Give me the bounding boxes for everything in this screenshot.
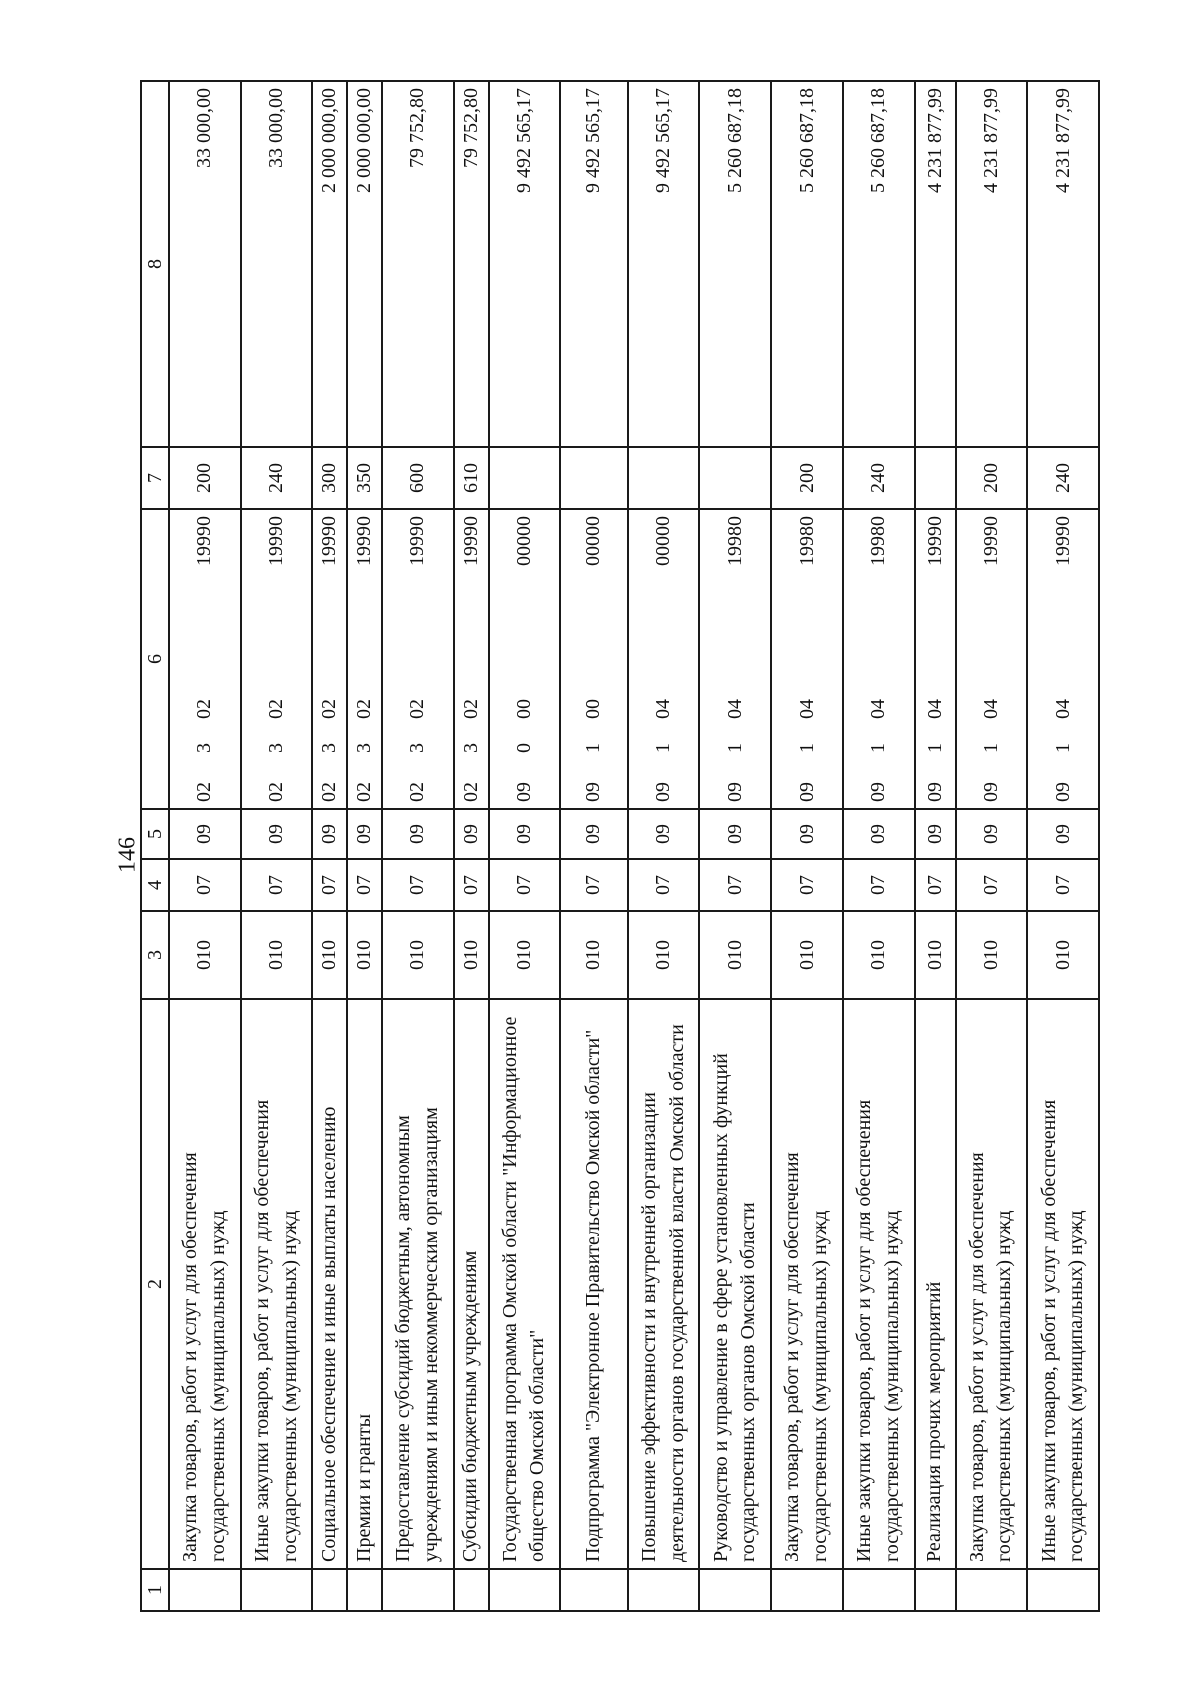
amount-cell: 2 000 000,00 bbox=[347, 81, 382, 447]
expense-type-cell: 200 bbox=[169, 447, 241, 509]
table-row bbox=[843, 81, 915, 1611]
target-article-part: 02 bbox=[353, 782, 376, 802]
section-cell: 07 bbox=[956, 859, 1028, 911]
subsection-cell: 09 bbox=[843, 809, 915, 859]
target-article-code bbox=[513, 516, 536, 802]
subsection-cell: 09 bbox=[771, 809, 843, 859]
target-article-part: 00 bbox=[582, 699, 605, 719]
subsection-cell: 09 bbox=[241, 809, 313, 859]
target-article-part: 19980 bbox=[795, 516, 818, 566]
expense-type-cell bbox=[628, 447, 700, 509]
code-cell: 010 bbox=[699, 911, 771, 999]
code-cell: 010 bbox=[1027, 911, 1099, 999]
section-cell: 07 bbox=[560, 859, 628, 911]
section-cell: 07 bbox=[312, 859, 347, 911]
target-article-code bbox=[353, 516, 376, 802]
table-row bbox=[489, 81, 561, 1611]
subsection-cell: 09 bbox=[347, 809, 382, 859]
expense-type-cell bbox=[489, 447, 561, 509]
section-cell: 07 bbox=[1027, 859, 1099, 911]
target-article-part: 09 bbox=[795, 782, 818, 802]
target-article-part: 02 bbox=[318, 699, 341, 719]
code-cell: 010 bbox=[241, 911, 313, 999]
target-article-code bbox=[406, 516, 429, 802]
expense-type-cell: 610 bbox=[454, 447, 489, 509]
target-article-part: 02 bbox=[459, 699, 482, 719]
target-article-part: 19980 bbox=[867, 516, 890, 566]
item-name-cell: Закупка товаров, работ и услуг для обеспечения государственных (муниципальных) нужд bbox=[956, 999, 1028, 1569]
item-name-cell: Руководство и управление в сфере установленных функций государственных органов Омской области bbox=[699, 999, 771, 1569]
target-article-part: 0 bbox=[512, 743, 535, 753]
amount-cell: 2 000 000,00 bbox=[312, 81, 347, 447]
code-cell: 010 bbox=[382, 911, 454, 999]
subsection-cell: 09 bbox=[915, 809, 956, 859]
row-number-cell bbox=[169, 1569, 241, 1611]
target-article-part: 19990 bbox=[193, 516, 216, 566]
section-cell: 07 bbox=[915, 859, 956, 911]
target-article-part: 02 bbox=[265, 782, 288, 802]
subsection-cell: 09 bbox=[489, 809, 561, 859]
target-article-cell bbox=[956, 509, 1028, 809]
section-cell: 07 bbox=[347, 859, 382, 911]
target-article-part: 02 bbox=[406, 782, 429, 802]
item-name-cell: Предоставление субсидий бюджетным, автономным учреждениям и иным некоммерческим организациям bbox=[382, 999, 454, 1569]
target-article-code bbox=[1052, 516, 1075, 802]
target-article-part: 04 bbox=[1051, 699, 1074, 719]
expense-type-cell: 200 bbox=[956, 447, 1028, 509]
subsection-cell: 09 bbox=[1027, 809, 1099, 859]
code-cell: 010 bbox=[489, 911, 561, 999]
column-header: 4 bbox=[141, 859, 169, 911]
target-article-part: 04 bbox=[652, 699, 675, 719]
section-cell: 07 bbox=[241, 859, 313, 911]
item-name-cell: Закупка товаров, работ и услуг для обеспечения государственных (муниципальных) нужд bbox=[169, 999, 241, 1569]
target-article-part: 19990 bbox=[318, 516, 341, 566]
target-article-cell bbox=[169, 509, 241, 809]
section-cell: 07 bbox=[628, 859, 700, 911]
target-article-part: 1 bbox=[795, 743, 818, 753]
code-cell: 010 bbox=[347, 911, 382, 999]
column-header: 3 bbox=[141, 911, 169, 999]
item-name-cell: Подпрограмма "Электронное Правительство Омской области" bbox=[560, 999, 628, 1569]
target-article-code bbox=[724, 516, 747, 802]
target-article-part: 3 bbox=[265, 743, 288, 753]
target-article-part: 02 bbox=[193, 782, 216, 802]
table-row bbox=[628, 81, 700, 1611]
target-article-code bbox=[460, 516, 483, 802]
code-cell: 010 bbox=[956, 911, 1028, 999]
row-number-cell bbox=[347, 1569, 382, 1611]
column-header: 8 bbox=[141, 81, 169, 447]
row-number-cell bbox=[1027, 1569, 1099, 1611]
item-name-cell: Государственная программа Омской области "Информационное общество Омской области" bbox=[489, 999, 561, 1569]
target-article-code bbox=[796, 516, 819, 802]
header-row bbox=[141, 81, 169, 1611]
target-article-part: 19990 bbox=[353, 516, 376, 566]
row-number-cell bbox=[628, 1569, 700, 1611]
code-cell: 010 bbox=[771, 911, 843, 999]
table-row bbox=[915, 81, 956, 1611]
target-article-part: 04 bbox=[979, 699, 1002, 719]
code-cell: 010 bbox=[454, 911, 489, 999]
code-cell: 010 bbox=[169, 911, 241, 999]
amount-cell: 5 260 687,18 bbox=[843, 81, 915, 447]
target-article-part: 1 bbox=[979, 743, 1002, 753]
code-cell: 010 bbox=[312, 911, 347, 999]
subsection-cell: 09 bbox=[454, 809, 489, 859]
target-article-part: 04 bbox=[867, 699, 890, 719]
target-article-cell bbox=[312, 509, 347, 809]
target-article-cell bbox=[843, 509, 915, 809]
table-row bbox=[454, 81, 489, 1611]
target-article-part: 3 bbox=[406, 743, 429, 753]
target-article-part: 1 bbox=[652, 743, 675, 753]
target-article-code bbox=[924, 516, 947, 802]
subsection-cell: 09 bbox=[312, 809, 347, 859]
amount-cell: 5 260 687,18 bbox=[771, 81, 843, 447]
target-article-part: 04 bbox=[723, 699, 746, 719]
expense-type-cell bbox=[699, 447, 771, 509]
row-number-cell bbox=[454, 1569, 489, 1611]
target-article-part: 3 bbox=[459, 743, 482, 753]
target-article-part: 00000 bbox=[652, 516, 675, 566]
table-row bbox=[382, 81, 454, 1611]
row-number-cell bbox=[915, 1569, 956, 1611]
expense-type-cell: 240 bbox=[241, 447, 313, 509]
target-article-part: 09 bbox=[1051, 782, 1074, 802]
section-cell: 07 bbox=[699, 859, 771, 911]
section-cell: 07 bbox=[169, 859, 241, 911]
target-article-cell bbox=[347, 509, 382, 809]
target-article-part: 1 bbox=[582, 743, 605, 753]
target-article-part: 19990 bbox=[265, 516, 288, 566]
target-article-code bbox=[265, 516, 288, 802]
target-article-code bbox=[867, 516, 890, 802]
table-body bbox=[169, 81, 1099, 1611]
target-article-part: 19990 bbox=[979, 516, 1002, 566]
item-name-cell: Иные закупки товаров, работ и услуг для обеспечения государственных (муниципальных) нужд bbox=[241, 999, 313, 1569]
target-article-cell bbox=[915, 509, 956, 809]
section-cell: 07 bbox=[454, 859, 489, 911]
target-article-cell bbox=[628, 509, 700, 809]
table-row bbox=[771, 81, 843, 1611]
code-cell: 010 bbox=[560, 911, 628, 999]
amount-cell: 79 752,80 bbox=[454, 81, 489, 447]
amount-cell: 5 260 687,18 bbox=[699, 81, 771, 447]
subsection-cell: 09 bbox=[956, 809, 1028, 859]
subsection-cell: 09 bbox=[699, 809, 771, 859]
target-article-part: 09 bbox=[867, 782, 890, 802]
target-article-cell bbox=[560, 509, 628, 809]
amount-cell: 9 492 565,17 bbox=[489, 81, 561, 447]
target-article-code bbox=[318, 516, 341, 802]
column-header: 5 bbox=[141, 809, 169, 859]
expense-type-cell: 240 bbox=[843, 447, 915, 509]
table-row bbox=[1027, 81, 1099, 1611]
item-name-cell: Иные закупки товаров, работ и услуг для обеспечения государственных (муниципальных) нужд bbox=[1027, 999, 1099, 1569]
amount-cell: 33 000,00 bbox=[169, 81, 241, 447]
target-article-part: 09 bbox=[723, 782, 746, 802]
target-article-cell bbox=[771, 509, 843, 809]
row-number-cell bbox=[699, 1569, 771, 1611]
target-article-part: 00000 bbox=[582, 516, 605, 566]
expense-type-cell bbox=[560, 447, 628, 509]
row-number-cell bbox=[382, 1569, 454, 1611]
target-article-part: 02 bbox=[406, 699, 429, 719]
target-article-part: 09 bbox=[923, 782, 946, 802]
target-article-code bbox=[980, 516, 1003, 802]
amount-cell: 4 231 877,99 bbox=[956, 81, 1028, 447]
table-row bbox=[347, 81, 382, 1611]
section-cell: 07 bbox=[771, 859, 843, 911]
target-article-part: 1 bbox=[723, 743, 746, 753]
budget-table bbox=[140, 80, 1100, 1612]
target-article-part: 1 bbox=[867, 743, 890, 753]
target-article-part: 19990 bbox=[1051, 516, 1074, 566]
item-name-cell: Социальное обеспечение и иные выплаты населению bbox=[312, 999, 347, 1569]
section-cell: 07 bbox=[382, 859, 454, 911]
table-row bbox=[560, 81, 628, 1611]
amount-cell: 4 231 877,99 bbox=[915, 81, 956, 447]
expense-type-cell: 350 bbox=[347, 447, 382, 509]
column-header: 7 bbox=[141, 447, 169, 509]
target-article-part: 02 bbox=[265, 699, 288, 719]
item-name-cell: Субсидии бюджетным учреждениям bbox=[454, 999, 489, 1569]
page-number: 146 bbox=[114, 837, 141, 873]
table-row bbox=[241, 81, 313, 1611]
code-cell: 010 bbox=[915, 911, 956, 999]
subsection-cell: 09 bbox=[382, 809, 454, 859]
rotated-table-wrapper bbox=[140, 82, 1100, 1612]
target-article-part: 00 bbox=[512, 699, 535, 719]
expense-type-cell: 200 bbox=[771, 447, 843, 509]
target-article-part: 02 bbox=[459, 782, 482, 802]
row-number-cell bbox=[312, 1569, 347, 1611]
amount-cell: 33 000,00 bbox=[241, 81, 313, 447]
target-article-cell bbox=[699, 509, 771, 809]
target-article-part: 1 bbox=[1051, 743, 1074, 753]
row-number-cell bbox=[560, 1569, 628, 1611]
target-article-part: 02 bbox=[353, 699, 376, 719]
target-article-part: 09 bbox=[512, 782, 535, 802]
section-cell: 07 bbox=[843, 859, 915, 911]
target-article-part: 04 bbox=[923, 699, 946, 719]
target-article-part: 19990 bbox=[406, 516, 429, 566]
column-header: 6 bbox=[141, 509, 169, 809]
expense-type-cell: 240 bbox=[1027, 447, 1099, 509]
expense-type-cell: 300 bbox=[312, 447, 347, 509]
target-article-part: 04 bbox=[795, 699, 818, 719]
table-row bbox=[956, 81, 1028, 1611]
target-article-cell bbox=[454, 509, 489, 809]
target-article-part: 19980 bbox=[723, 516, 746, 566]
subsection-cell: 09 bbox=[628, 809, 700, 859]
subsection-cell: 09 bbox=[560, 809, 628, 859]
amount-cell: 9 492 565,17 bbox=[628, 81, 700, 447]
target-article-cell bbox=[241, 509, 313, 809]
target-article-code bbox=[582, 516, 605, 802]
item-name-cell: Реализация прочих мероприятий bbox=[915, 999, 956, 1569]
amount-cell: 9 492 565,17 bbox=[560, 81, 628, 447]
target-article-part: 09 bbox=[582, 782, 605, 802]
row-number-cell bbox=[241, 1569, 313, 1611]
row-number-cell bbox=[843, 1569, 915, 1611]
column-header: 2 bbox=[141, 999, 169, 1569]
target-article-cell bbox=[489, 509, 561, 809]
code-cell: 010 bbox=[628, 911, 700, 999]
code-cell: 010 bbox=[843, 911, 915, 999]
target-article-code bbox=[193, 516, 216, 802]
target-article-part: 02 bbox=[193, 699, 216, 719]
table-row bbox=[312, 81, 347, 1611]
expense-type-cell: 600 bbox=[382, 447, 454, 509]
target-article-part: 1 bbox=[923, 743, 946, 753]
target-article-part: 09 bbox=[979, 782, 1002, 802]
target-article-part: 09 bbox=[652, 782, 675, 802]
target-article-code bbox=[652, 516, 675, 802]
table-row bbox=[169, 81, 241, 1611]
target-article-part: 19990 bbox=[459, 516, 482, 566]
item-name-cell: Повышение эффективности и внутренней организации деятельности органов государственной власти Омской области bbox=[628, 999, 700, 1569]
target-article-cell bbox=[382, 509, 454, 809]
target-article-part: 3 bbox=[353, 743, 376, 753]
row-number-cell bbox=[956, 1569, 1028, 1611]
target-article-part: 3 bbox=[318, 743, 341, 753]
target-article-part: 3 bbox=[193, 743, 216, 753]
amount-cell: 79 752,80 bbox=[382, 81, 454, 447]
row-number-cell bbox=[489, 1569, 561, 1611]
table-row bbox=[699, 81, 771, 1611]
target-article-part: 02 bbox=[318, 782, 341, 802]
item-name-cell: Закупка товаров, работ и услуг для обеспечения государственных (муниципальных) нужд bbox=[771, 999, 843, 1569]
item-name-cell: Премии и гранты bbox=[347, 999, 382, 1569]
amount-cell: 4 231 877,99 bbox=[1027, 81, 1099, 447]
target-article-part: 00000 bbox=[512, 516, 535, 566]
row-number-cell bbox=[771, 1569, 843, 1611]
expense-type-cell bbox=[915, 447, 956, 509]
section-cell: 07 bbox=[489, 859, 561, 911]
target-article-part: 19990 bbox=[923, 516, 946, 566]
target-article-cell bbox=[1027, 509, 1099, 809]
item-name-cell: Иные закупки товаров, работ и услуг для обеспечения государственных (муниципальных) нужд bbox=[843, 999, 915, 1569]
subsection-cell: 09 bbox=[169, 809, 241, 859]
column-header: 1 bbox=[141, 1569, 169, 1611]
